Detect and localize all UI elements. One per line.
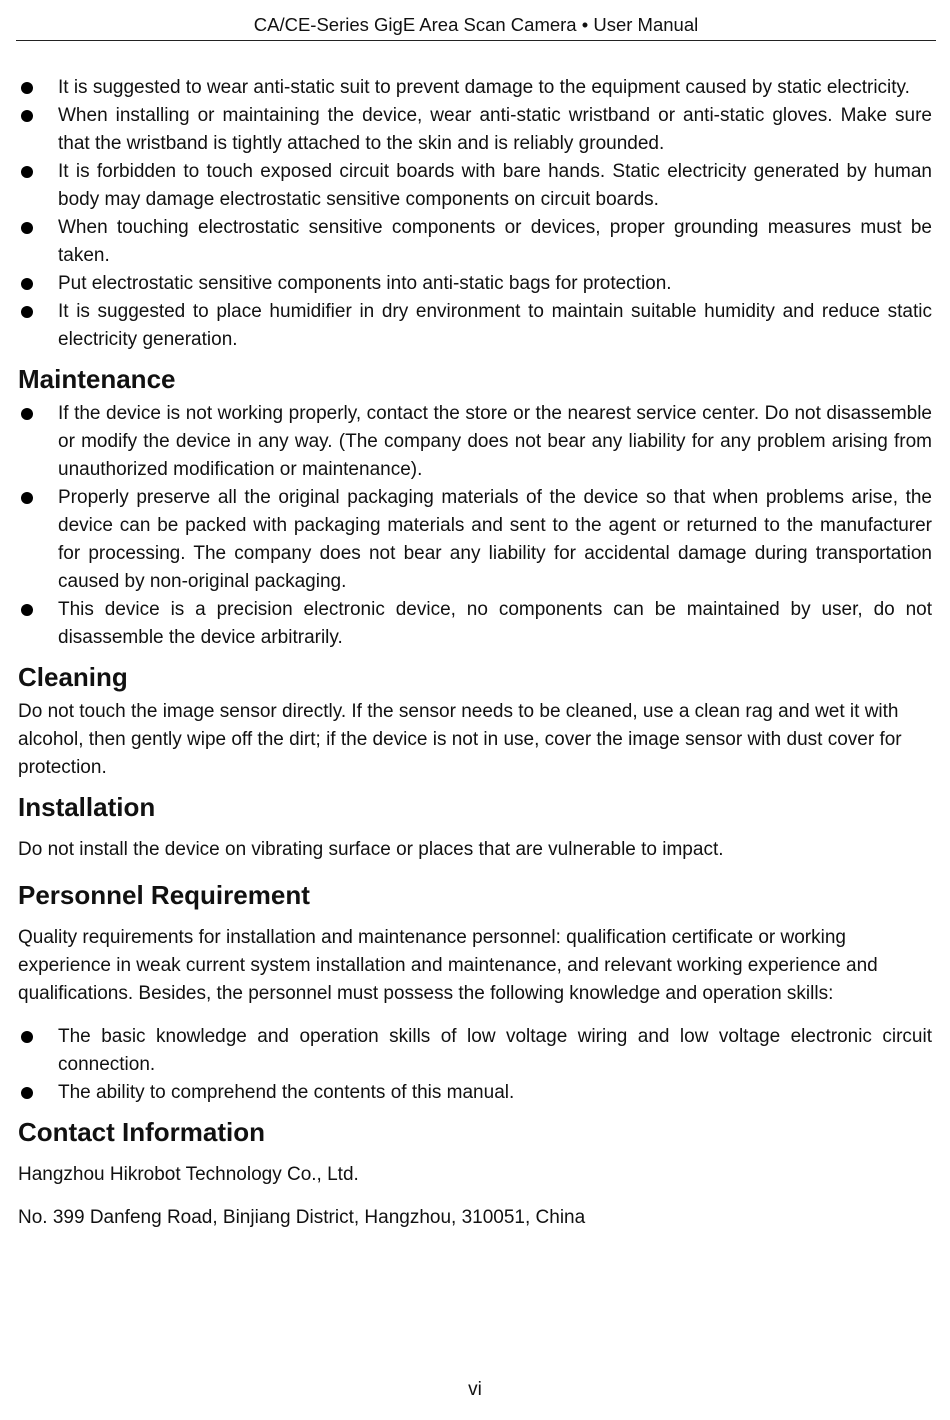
list-item: This device is a precision electronic device, no components can be maintained by user, do not disassemble the device arbitrarily. (18, 596, 932, 652)
list-item: Put electrostatic sensitive components into anti-static bags for protection. (18, 270, 932, 298)
bullet-icon (21, 82, 33, 94)
list-item: It is forbidden to touch exposed circuit boards with bare hands. Static electricity generated by human body may damage electrostatic sensitive components on circuit boards. (18, 158, 932, 214)
bullet-icon (21, 408, 33, 420)
cleaning-text: Do not touch the image sensor directly. If the sensor needs to be cleaned, use a clean rag and wet it with alcohol, then gently wipe off the dirt; if the device is not in use, cover the image sensor with dust cover for protection. (18, 701, 902, 778)
contact-company: Hangzhou Hikrobot Technology Co., Ltd. (18, 1164, 359, 1185)
list-item: It is suggested to place humidifier in dry environment to maintain suitable humidity and reduce static electricity generation. (18, 298, 932, 354)
bullet-icon (21, 306, 33, 318)
maintenance-bullet-list (18, 400, 932, 652)
list-item: The ability to comprehend the contents of this manual. (18, 1079, 932, 1107)
page-header (16, 12, 936, 41)
personnel-text: Quality requirements for installation and maintenance personnel: qualification certificate or working experience in weak current system installation and maintenance, and relevant working experience and qualifications. Besides, the personnel must possess the following knowledge and operation skills: (18, 927, 878, 1004)
installation-heading: Installation (18, 792, 156, 822)
personnel-bullet-list (18, 1023, 932, 1107)
intro-bullet-list (18, 74, 932, 354)
bullet-icon (21, 604, 33, 616)
contact-address: No. 399 Danfeng Road, Binjiang District, Hangzhou, 310051, China (18, 1207, 586, 1228)
bullet-icon (21, 222, 33, 234)
personnel-heading: Personnel Requirement (18, 880, 310, 910)
list-item: The basic knowledge and operation skills of low voltage wiring and low voltage electronic circuit connection. (18, 1023, 932, 1079)
page-content (18, 74, 932, 1232)
bullet-icon (21, 492, 33, 504)
page-footer (0, 1376, 950, 1404)
bullet-icon (21, 110, 33, 122)
header-title: CA/CE-Series GigE Area Scan Camera • User Manual (253, 14, 699, 35)
contact-heading: Contact Information (18, 1117, 265, 1147)
bullet-icon (21, 166, 33, 178)
installation-text: Do not install the device on vibrating surface or places that are vulnerable to impact. (18, 839, 724, 860)
page-number: vi (468, 1379, 482, 1400)
maintenance-heading: Maintenance (18, 364, 176, 394)
list-item: When installing or maintaining the device, wear anti-static wristband or anti-static gloves. Make sure that the wristband is tightly attached to the skin and is reliably grounded. (18, 102, 932, 158)
list-item: Properly preserve all the original packaging materials of the device so that when problems arise, the device can be packed with packaging materials and sent to the agent or returned to the manufacturer for processing. The company does not bear any liability for accidental damage during transportation caused by non-original packaging. (18, 484, 932, 596)
list-item: When touching electrostatic sensitive components or devices, proper grounding measures must be taken. (18, 214, 932, 270)
bullet-icon (21, 1087, 33, 1099)
list-item: It is suggested to wear anti-static suit to prevent damage to the equipment caused by static electricity. (18, 74, 932, 102)
bullet-icon (21, 1031, 33, 1043)
list-item: If the device is not working properly, contact the store or the nearest service center. Do not disassemble or modify the device in any way. (The company does not bear any liability for any problem arising from unauthorized modification or maintenance). (18, 400, 932, 484)
bullet-icon (21, 278, 33, 290)
cleaning-heading: Cleaning (18, 662, 128, 692)
